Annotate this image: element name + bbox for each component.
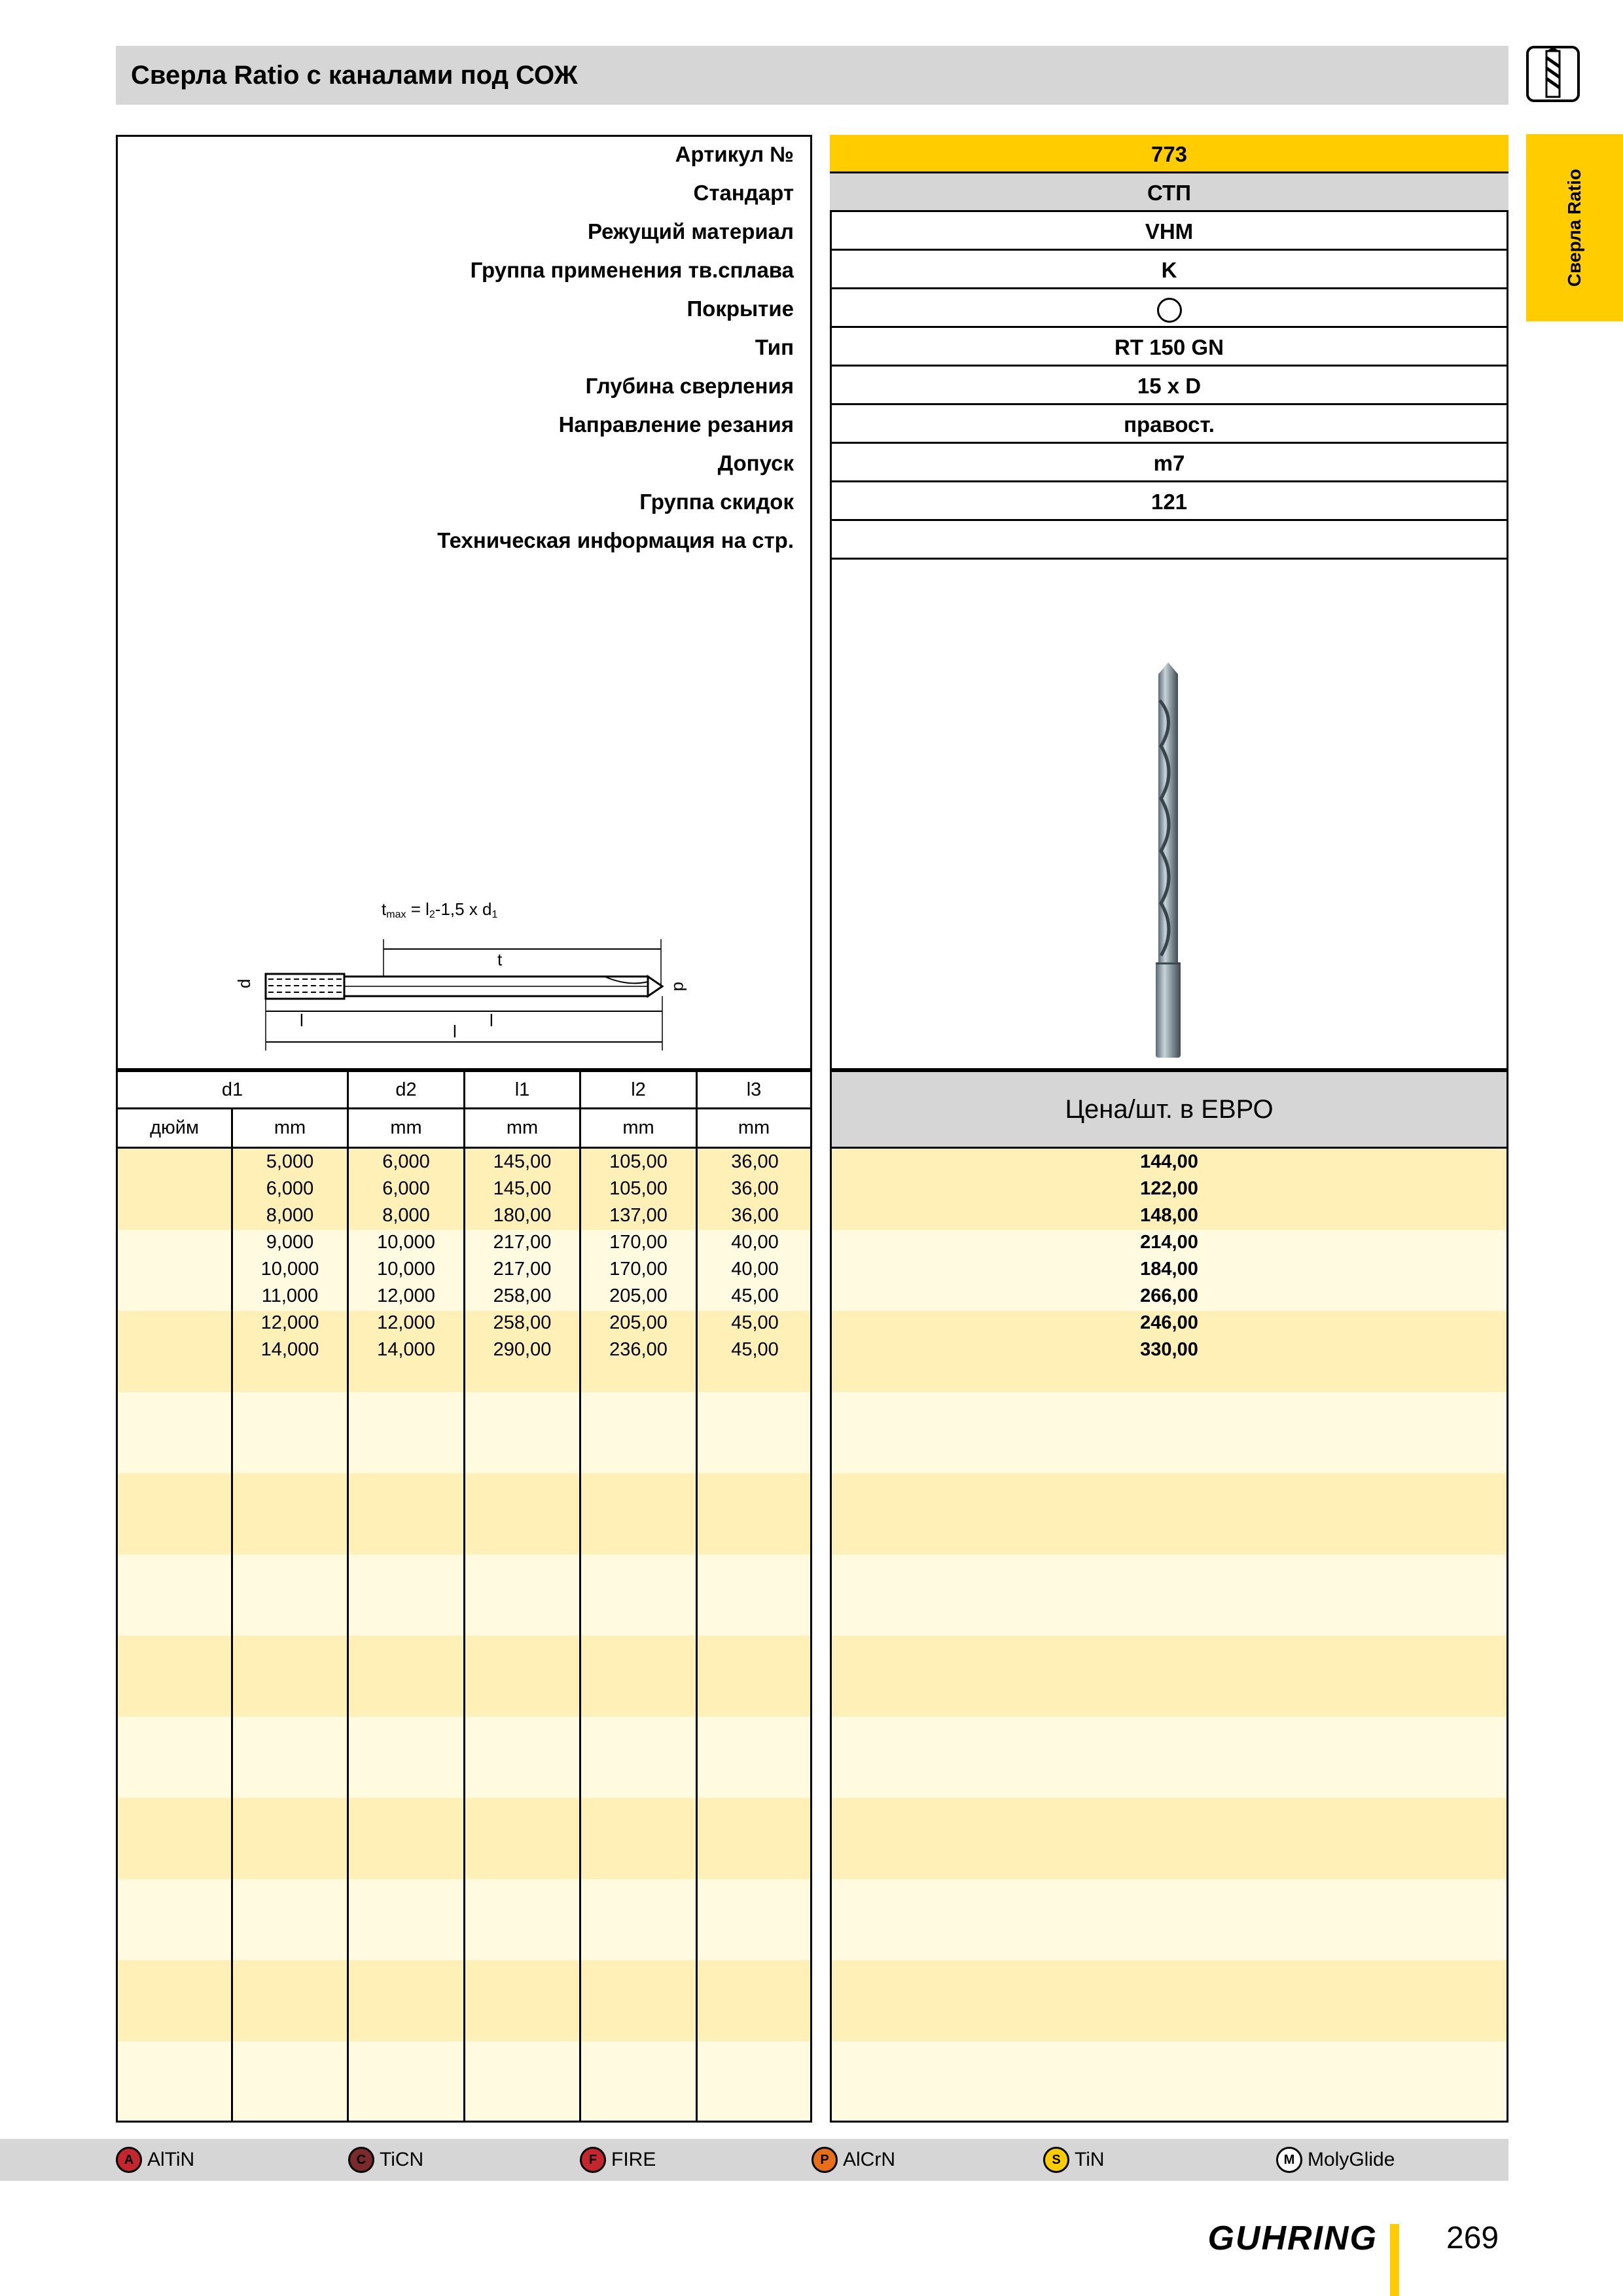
cell-price: 144,00	[1140, 1151, 1198, 1172]
cell-price: 266,00	[1140, 1285, 1198, 1306]
col-header-l1: l1	[463, 1070, 581, 1109]
cell-d2: 12,000	[377, 1285, 435, 1306]
coating-label: TiN	[1075, 2149, 1105, 2170]
drilling-depth-value: 15 x D	[830, 367, 1508, 405]
altin-coating-icon: A	[116, 2147, 142, 2173]
svg-text:t: t	[497, 950, 503, 969]
coating-value	[830, 289, 1508, 328]
cell-d1: 14,000	[260, 1339, 319, 1360]
unit-mm: mm	[696, 1107, 812, 1149]
price-header: Цена/шт. в ЕВРО	[830, 1070, 1508, 1149]
cell-price: 148,00	[1140, 1205, 1198, 1226]
cell-d1: 10,000	[260, 1259, 319, 1280]
coating-legend-item	[116, 2141, 194, 2179]
cell-l3: 45,00	[731, 1312, 779, 1333]
cell-d1: 5,000	[266, 1151, 314, 1172]
cell-price: 330,00	[1140, 1339, 1198, 1360]
property-label: Глубина сверления	[585, 374, 794, 398]
unit-mm: mm	[347, 1107, 465, 1149]
fire-coating-icon: F	[580, 2147, 606, 2173]
cell-l1: 258,00	[493, 1312, 552, 1333]
type-value: RT 150 GN	[830, 328, 1508, 367]
coating-label: TiCN	[380, 2149, 424, 2170]
cell-l2: 105,00	[609, 1178, 668, 1199]
property-label: Допуск	[717, 451, 794, 475]
svg-text:tmax = l2-1,5 x d1: tmax = l2-1,5 x d1	[382, 899, 498, 920]
unit-mm: mm	[579, 1107, 698, 1149]
brand-logo: GUHRING	[1207, 2219, 1378, 2257]
property-label: Тип	[755, 335, 794, 359]
drill-product-image	[1139, 661, 1198, 1060]
unit-inch: дюйм	[116, 1107, 233, 1149]
uncoated-circle-icon	[1157, 298, 1182, 323]
cell-l3: 40,00	[731, 1232, 779, 1253]
tin-coating-icon: S	[1043, 2147, 1069, 2173]
cell-l1: 290,00	[493, 1339, 552, 1360]
cell-l3: 45,00	[731, 1285, 779, 1306]
property-label: Покрытие	[687, 296, 794, 321]
article-number-value: 773	[830, 135, 1508, 173]
cell-l1: 180,00	[493, 1205, 552, 1226]
cell-d2: 6,000	[382, 1151, 430, 1172]
cell-price: 184,00	[1140, 1259, 1198, 1280]
cell-price: 214,00	[1140, 1232, 1198, 1253]
property-label: Направление резания	[558, 412, 794, 437]
cell-l3: 36,00	[731, 1205, 779, 1226]
cell-l2: 205,00	[609, 1312, 668, 1333]
side-tab-label-wrap	[1526, 134, 1623, 321]
cell-l1: 145,00	[493, 1151, 552, 1172]
carbide-group-value: K	[830, 251, 1508, 289]
discount-group-value: 121	[830, 482, 1508, 521]
coating-legend-item	[348, 2141, 423, 2179]
coating-legend-item	[1043, 2141, 1105, 2179]
cell-d1: 9,000	[266, 1232, 314, 1253]
cell-l1: 258,00	[493, 1285, 552, 1306]
cell-d1: 11,000	[261, 1285, 319, 1306]
cell-l2: 137,00	[609, 1205, 668, 1226]
coating-label: FIRE	[611, 2149, 656, 2170]
property-label: Группа применения тв.сплава	[470, 258, 794, 282]
col-header-d2: d2	[347, 1070, 465, 1109]
cell-d2: 6,000	[382, 1178, 430, 1199]
footer-accent-bar	[1390, 2224, 1399, 2296]
cell-price: 122,00	[1140, 1178, 1198, 1199]
cell-l3: 36,00	[731, 1178, 779, 1199]
cell-l2: 170,00	[609, 1232, 668, 1253]
side-tab-label: Сверла Ratio	[1564, 168, 1584, 287]
cell-d2: 10,000	[377, 1232, 435, 1253]
page-title: Сверла Ratio с каналами под СОЖ	[131, 61, 578, 90]
cell-l2: 205,00	[609, 1285, 668, 1306]
coating-label: AlCrN	[843, 2149, 895, 2170]
cell-l2: 170,00	[609, 1259, 668, 1280]
cell-l2: 236,00	[609, 1339, 668, 1360]
cell-l3: 45,00	[731, 1339, 779, 1360]
property-label: Режущий материал	[587, 219, 794, 243]
tolerance-value: m7	[830, 444, 1508, 482]
technical-drawing	[223, 890, 720, 1054]
svg-text:l: l	[300, 1011, 304, 1030]
cell-d1: 12,000	[260, 1312, 319, 1333]
cell-l3: 36,00	[731, 1151, 779, 1172]
svg-text:l: l	[453, 1022, 457, 1041]
ticn-coating-icon: C	[348, 2147, 374, 2173]
cell-d1: 6,000	[266, 1178, 314, 1199]
cell-price: 246,00	[1140, 1312, 1198, 1333]
unit-mm: mm	[463, 1107, 581, 1149]
cell-l1: 217,00	[493, 1259, 552, 1280]
unit-mm: mm	[231, 1107, 349, 1149]
cell-l2: 105,00	[609, 1151, 668, 1172]
col-header-l2: l2	[579, 1070, 698, 1109]
col-header-d1: d1	[116, 1070, 349, 1109]
coating-legend-item	[1276, 2141, 1395, 2179]
cutting-material-value: VHM	[830, 212, 1508, 251]
svg-text:l: l	[490, 1011, 493, 1030]
standard-value: СТП	[830, 173, 1508, 212]
tech-info-page-value	[830, 521, 1508, 560]
property-label: Группа скидок	[639, 490, 794, 514]
property-label: Артикул №	[675, 142, 794, 166]
cell-d2: 12,000	[377, 1312, 435, 1333]
svg-text:d: d	[234, 978, 254, 988]
svg-text:d: d	[670, 982, 690, 992]
cell-l1: 145,00	[493, 1178, 552, 1199]
cell-l1: 217,00	[493, 1232, 552, 1253]
coating-legend-item	[812, 2141, 895, 2179]
cutting-direction-value: правост.	[830, 405, 1508, 444]
coating-label: MolyGlide	[1308, 2149, 1395, 2170]
cell-d2: 14,000	[377, 1339, 435, 1360]
col-header-l3: l3	[696, 1070, 812, 1109]
cell-d2: 8,000	[382, 1205, 430, 1226]
coating-legend-item	[580, 2141, 656, 2179]
property-label: Техническая информация на стр.	[437, 528, 794, 552]
page-number: 269	[1446, 2221, 1499, 2255]
alcrn-coating-icon: P	[812, 2147, 838, 2173]
coating-label: AlTiN	[147, 2149, 195, 2170]
cell-d2: 10,000	[377, 1259, 435, 1280]
cell-l3: 40,00	[731, 1259, 779, 1280]
drill-icon	[1525, 45, 1581, 103]
cell-d1: 8,000	[266, 1205, 314, 1226]
molyglide-coating-icon: M	[1276, 2147, 1302, 2173]
property-label: Стандарт	[693, 181, 794, 205]
